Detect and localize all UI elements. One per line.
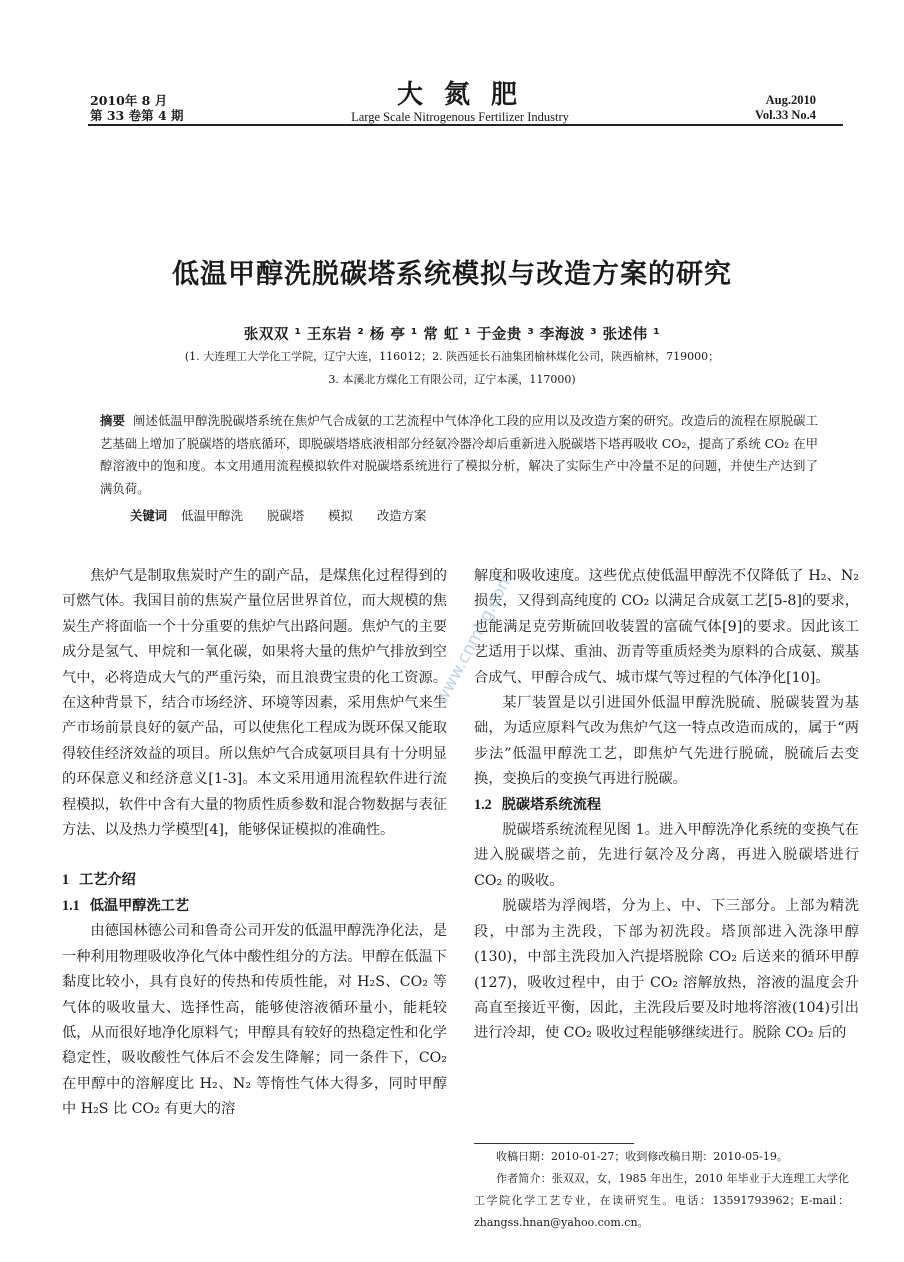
abstract-label: 摘要 [100, 413, 125, 428]
plant-paragraph: 某厂装置是以引进国外低温甲醇洗脱硫、脱碳装置为基础，为适应原料气改为焦炉气这一特点改造而成的，属于“两步法”低温甲醇洗工艺，即焦炉气先进行脱硫，脱硫后去变换，变换后的变换气再进行脱碳。 [474, 695, 859, 788]
body-column-left [62, 564, 447, 1123]
footnote-rule [474, 1143, 634, 1144]
section-title: 低温甲醇洗工艺 [89, 897, 190, 914]
intro-paragraph: 焦炉气是制取焦炭时产生的副产品，是煤焦化过程得到的可燃气体。我国目前的焦炭产量位居世界首位，而大规模的焦炭生产将面临一个十分重要的焦炉气出路问题。焦炉气的主要成分是氢气、甲烷和一氧化碳，如果将大量的焦炉气排放到空气中，必将造成大气的严重污染，而且浪费宝贵的化工资源。在这种背景下，结合市场经济、环境等因素，采用焦炉气来生产市场前景良好的氨产品，可以使焦化工程成为既环保又能取得较佳经济效益的项目。所以焦炉气合成氨项目具有十分明显的环保意义和经济意义[1-3]。本文采用通用流程软件进行流程模拟，软件中含有大量的物质性质参数和混合物数据与表征方法、以及热力学模型[4]，能够保证模拟的准确性。 [62, 568, 447, 839]
flow-paragraph: 脱碳塔系统流程见图 1。进入甲醇洗净化系统的变换气在进入脱碳塔之前，先进行氨冷及分离，再进入脱碳塔进行 CO₂ 的吸收。 [474, 822, 859, 889]
keyword-item: 低温甲醇洗 [181, 508, 244, 523]
section-title: 脱碳塔系统流程 [501, 796, 602, 813]
journal-logo: 大 氮 肥 [396, 80, 524, 110]
section-number: 1.2 [474, 796, 492, 813]
keyword-item: 改造方案 [376, 508, 427, 523]
abstract-text: 阐述低温甲醇洗脱碳塔系统在焦炉气合成氨的工艺流程中气体净化工段的应用以及改造方案的研究。改造后的流程在原脱碳工艺基础上增加了脱碳塔的塔底循环，即脱碳塔塔底液相部分经氨冷器冷却后重新进入脱碳塔下塔再吸收 CO₂，提高了系统 CO₂ 在甲醇溶液中的饱和度。本文用通用流程模拟软件对脱碳塔系统进行了模拟分析，解决了实际生产中冷量不足的问题，并使生产达到了满负荷。 [100, 413, 819, 496]
section-number: 1.1 [62, 897, 80, 914]
body-column-right [474, 564, 859, 1047]
header-volume-en: Vol.33 No.4 [754, 108, 816, 122]
header-issue-en [755, 93, 816, 123]
section-heading-1 [62, 868, 447, 893]
affiliation-line-2: 3. 本溪北方煤化工有限公司，辽宁本溪，117000) [328, 373, 576, 386]
section-heading-1-2 [474, 793, 859, 818]
tower-paragraph: 脱碳塔为浮阀塔，分为上、中、下三部分。上部为精洗段，中部为主洗段，下部为初洗段。塔顶部进入洗涤甲醇(130)，中部主洗段加入汽提塔脱除 CO₂ 后送来的循环甲醇(127)，吸收过程中，由于 CO₂ 溶解放热，溶液的温度会升高直至接近平衡，因此，主洗段后要及时地将溶液(104)引出进行冷却，使 CO₂ 吸收过程能够继续进行。脱除 CO₂ 后的 [474, 898, 859, 1042]
watermark-text: www.cnmhg.com [431, 569, 518, 708]
footnote-author-info: 作者简介：张双双，女，1985 年出生，2010 年毕业于大连理工大学化工学院化学工艺专业，在读研究生。电话：13591793962；E-mail：zhangss.hnan@yahoo.com.cn。 [474, 1172, 849, 1229]
section-number: 1 [62, 872, 70, 889]
header-date-en: Aug.2010 [765, 93, 816, 107]
header-issue-cn [90, 93, 184, 123]
keyword-item: 模拟 [328, 508, 353, 523]
header-date-cn: 2010年 8 月 [90, 93, 168, 108]
abstract [100, 410, 818, 500]
section-heading-1-1 [62, 894, 447, 919]
affiliation-line-1: (1. 大连理工大学化工学院，辽宁大连，116012；2. 陕西延长石油集团榆林煤化公司，陕西榆林，719000； [184, 350, 720, 363]
author-list: 张双双 ¹ 王东岩 ² 杨 亭 ¹ 常 虹 ¹ 于金贵 ³ 李海波 ³ 张述伟 ¹ [243, 327, 661, 343]
journal-masthead [300, 80, 620, 124]
section-title: 工艺介绍 [79, 872, 136, 889]
continued-paragraph: 解度和吸收速度。这些优点使低温甲醇洗不仅降低了 H₂、N₂ 损失，又得到高纯度的 CO₂ 以满足合成氨工艺[5-8]的要求，也能满足克劳斯硫回收装置的富硫气体[9]的要求。因此该工艺适用于以煤、重油、沥青等重质烃类为原料的合成氨、羰基合成气、甲醇合成气、城市煤气等过程的气体净化[10]。 [474, 568, 859, 686]
keywords-label: 关键词 [130, 508, 168, 523]
footnotes [474, 1146, 849, 1234]
journal-name-en: Large Scale Nitrogenous Fertilizer Industry [351, 110, 569, 124]
keywords [130, 506, 446, 524]
section-1-1-paragraph: 由德国林德公司和鲁奇公司开发的低温甲醇洗净化法，是一种利用物理吸收净化气体中酸性组分的方法。甲醇在低温下黏度比较小，具有良好的传热和传质性能，对 H₂S、CO₂ 等气体的吸收量大、选择性高，能够使溶液循环量小，能耗较低，从而很好地净化原料气；甲醇具有较好的热稳定性和化学稳定性，吸收酸性气体后不会发生降解；同一条件下，CO₂ 在甲醇中的溶解度比 H₂、N₂ 等惰性气体大得多，同时甲醇中 H₂S 比 CO₂ 有更大的溶 [62, 923, 447, 1118]
keyword-item: 脱碳塔 [267, 508, 305, 523]
header-volume-cn: 第 33 卷第 4 期 [90, 108, 184, 123]
footnote-received: 收稿日期：2010-01-27；收到修改稿日期：2010-05-19。 [496, 1150, 788, 1163]
paper-title: 低温甲醇洗脱碳塔系统模拟与改造方案的研究 [172, 259, 732, 290]
header-rule [88, 124, 843, 126]
